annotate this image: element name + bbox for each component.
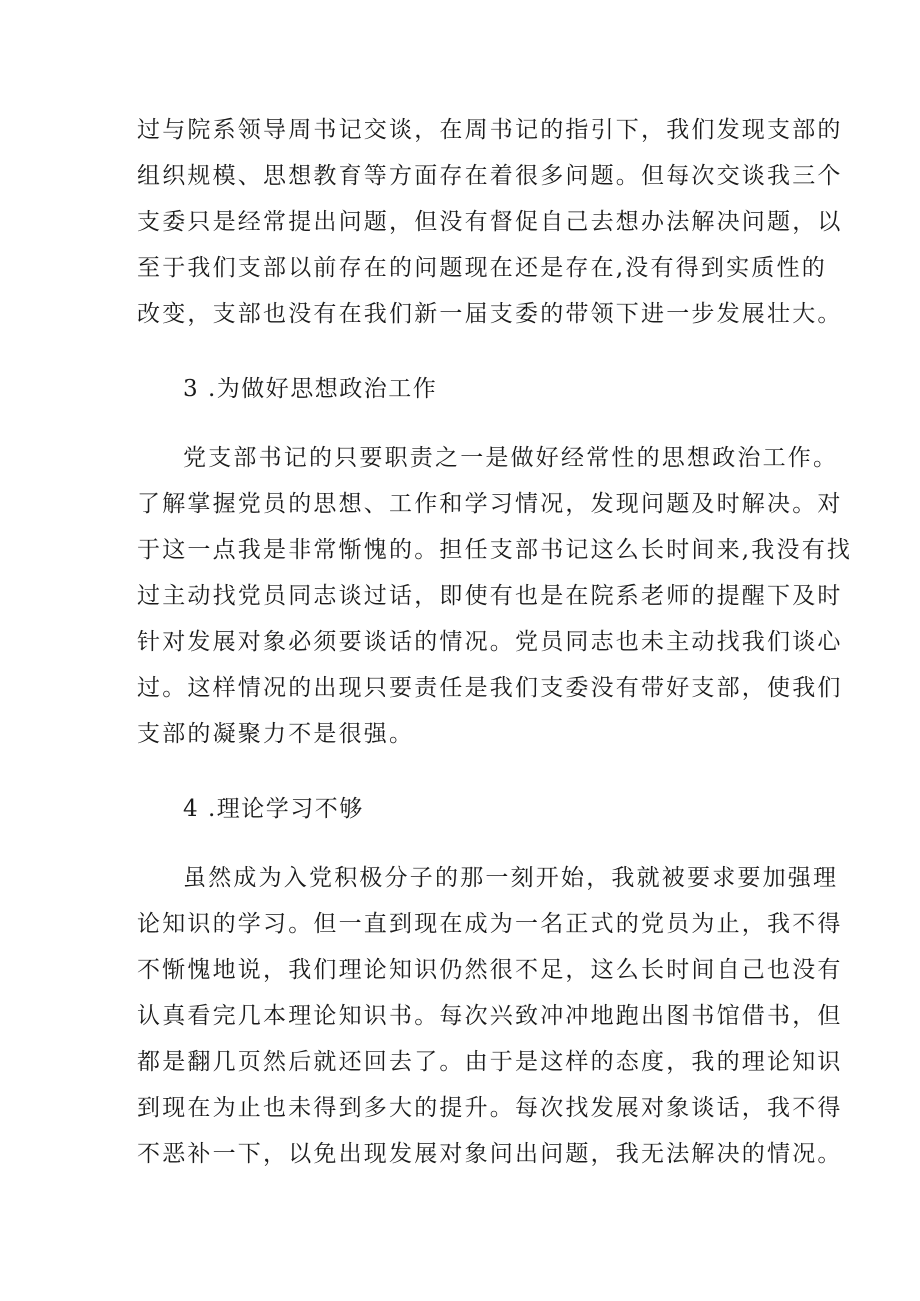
paragraph-line: 过主动找党员同志谈过话，即使有也是在院系老师的提醒下及时 bbox=[137, 583, 843, 609]
section-heading-3: 3 .为做好思想政治工作 bbox=[183, 376, 438, 402]
paragraph-line: 虽然成为入党积极分子的那一刻开始，我就被要求要加强理 bbox=[183, 865, 839, 891]
paragraph-line: 都是翻几页然后就还回去了。由于是这样的态度，我的理论知识 bbox=[137, 1049, 843, 1075]
paragraph-line: 组织规模、思想教育等方面存在着很多问题。但每次交谈我三个 bbox=[137, 163, 843, 189]
paragraph-line: 支部的凝聚力不是很强。 bbox=[137, 721, 415, 747]
paragraph-line: 针对发展对象必须要谈话的情况。党员同志也未主动找我们谈心 bbox=[137, 629, 843, 655]
paragraph-line: 支委只是经常提出问题，但没有督促自己去想办法解决问题，以 bbox=[137, 209, 843, 235]
paragraph-line: 过。这样情况的出现只要责任是我们支委没有带好支部，使我们 bbox=[137, 675, 843, 701]
paragraph-line: 不惭愧地说，我们理论知识仍然很不足，这么长时间自己也没有 bbox=[137, 957, 843, 983]
paragraph-line: 认真看完几本理论知识书。每次兴致冲冲地跑出图书馆借书，但 bbox=[137, 1003, 843, 1029]
paragraph-line: 论知识的学习。但一直到现在成为一名正式的党员为止，我不得 bbox=[137, 911, 843, 937]
paragraph-line: 过与院系领导周书记交谈，在周书记的指引下，我们发现支部的 bbox=[137, 117, 843, 143]
paragraph-line: 至于我们支部以前存在的问题现在还是存在,没有得到实质性的 bbox=[137, 255, 827, 281]
paragraph-line: 于这一点我是非常惭愧的。担任支部书记这么长时间来,我没有找 bbox=[137, 537, 853, 563]
paragraph-line: 到现在为止也未得到多大的提升。每次找发展对象谈话，我不得 bbox=[137, 1095, 843, 1121]
paragraph-line: 了解掌握党员的思想、工作和学习情况，发现问题及时解决。对 bbox=[137, 491, 843, 517]
paragraph-line: 不恶补一下，以免出现发展对象问出问题，我无法解决的情况。 bbox=[137, 1141, 843, 1167]
paragraph-line: 党支部书记的只要职责之一是做好经常性的思想政治工作。 bbox=[183, 445, 839, 471]
paragraph-line: 改变，支部也没有在我们新一届支委的带领下进一步发展壮大。 bbox=[137, 301, 843, 327]
section-heading-4: 4 .理论学习不够 bbox=[183, 796, 364, 822]
